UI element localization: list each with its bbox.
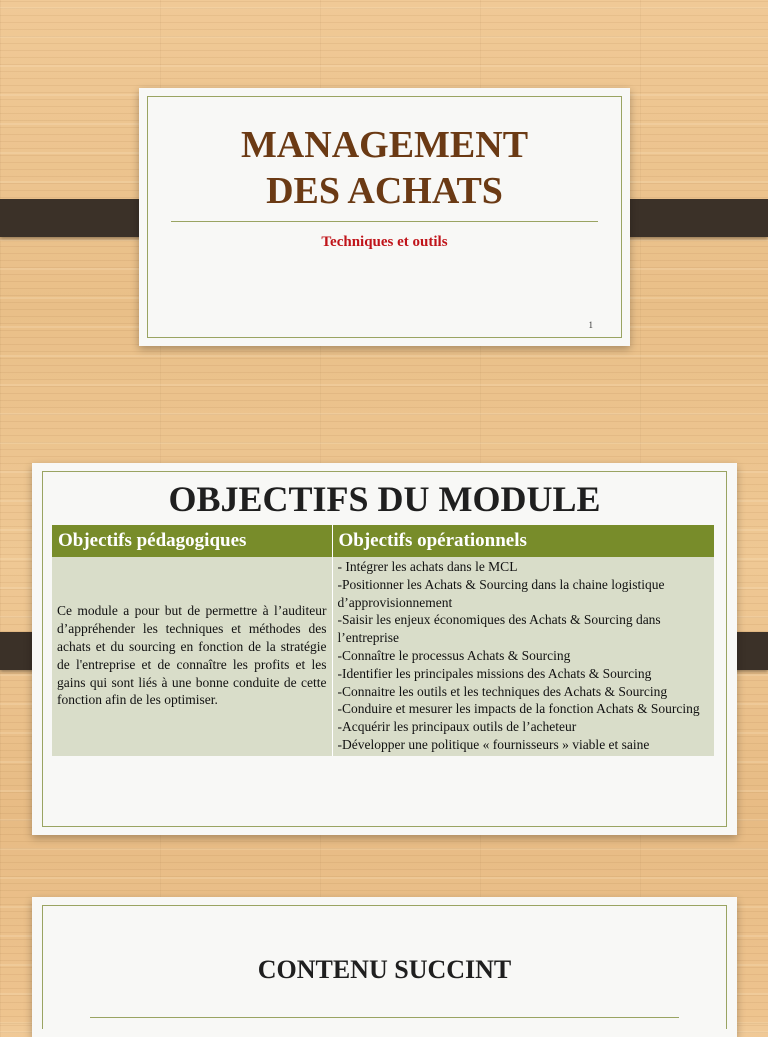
list-item: -Connaitre les outils et les techniques des Achats & Sourcing <box>337 683 668 699</box>
table-header-row <box>52 525 714 557</box>
strap-left-1 <box>0 199 155 237</box>
slide-2[interactable] <box>32 463 737 835</box>
list-item: -Saisir les enjeux économiques des Achats & Sourcing dans l’entreprise <box>337 612 661 646</box>
header-pedagogical: Objectifs pédagogiques <box>52 525 332 557</box>
slide-title: OBJECTIFS DU MODULE <box>168 479 601 519</box>
list-item: -Acquérir les principaux outils de l’acheteur <box>337 719 577 735</box>
objectives-table <box>52 525 714 756</box>
table-row <box>52 557 714 756</box>
slide-title: CONTENU SUCCINT <box>257 955 512 984</box>
list-item: -Connaître le processus Achats & Sourcing <box>337 647 571 663</box>
list-item: - Intégrer les achats dans le MCL <box>337 559 518 574</box>
title-line-1: MANAGEMENT <box>240 124 529 166</box>
slide-3[interactable] <box>32 897 737 1037</box>
list-item: -Conduire et mesurer les impacts de la fonction Achats & Sourcing <box>337 701 700 717</box>
header-operational: Objectifs opérationnels <box>332 525 714 557</box>
divider <box>90 1017 679 1018</box>
list-item: -Identifier les principales missions des Achats & Sourcing <box>337 665 652 681</box>
strap-right-1 <box>613 199 768 237</box>
list-item: -Positionner les Achats & Sourcing dans la chaine logistique d’approvisionnement <box>337 576 665 610</box>
divider <box>171 221 598 222</box>
slide-1[interactable] <box>139 88 630 346</box>
operational-list-cell <box>332 557 714 756</box>
slide-subtitle: Techniques et outils <box>321 234 448 250</box>
pedagogical-text: Ce module a pour but de permettre à l’auditeur d’appréhender les techniques et méthodes des achats et du sourcing en fonction de la stratégie de l'entreprise et de connaître les profits et les gains qui sont liés à une bonne conduite de cette fonction afin de les optimiser. <box>52 557 332 756</box>
operational-list <box>338 558 710 754</box>
page-number: 1 <box>588 320 593 330</box>
list-item: -Développer une politique « fournisseurs » viable et saine <box>337 736 650 752</box>
title-line-2: DES ACHATS <box>266 170 503 212</box>
slide-title <box>139 122 630 214</box>
